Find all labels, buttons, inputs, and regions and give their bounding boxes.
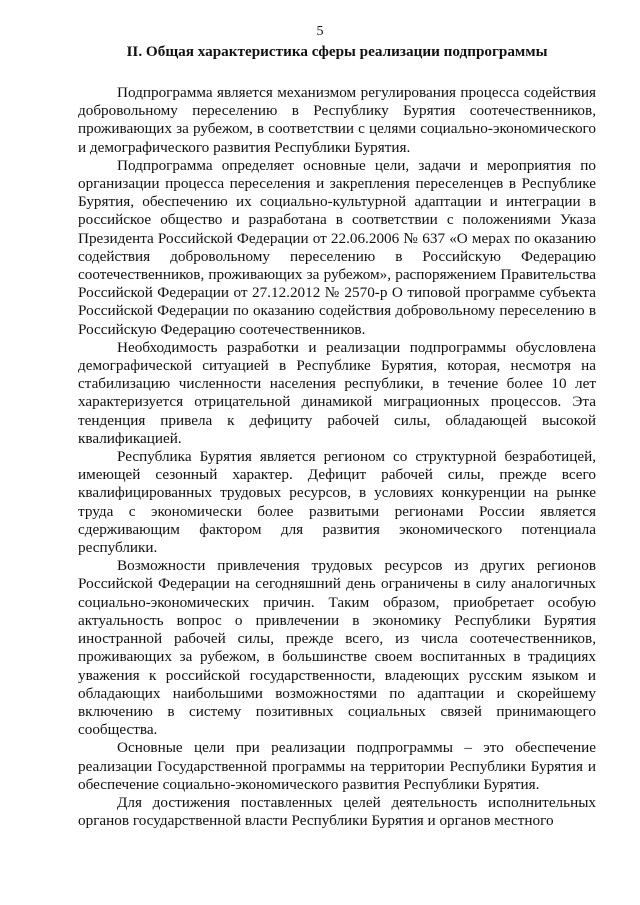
section-title: II. Общая характеристика сферы реализации подпрограммы (126, 43, 548, 60)
page-number: 5 (316, 24, 324, 39)
paragraph-main-goals: Основные цели при реализации подпрограммы – это обеспечение реализации Государственной программы на территории Республики Бурятия и обеспечение социально-экономического развития Республики Бурятия. (78, 739, 596, 793)
paragraph-labor-deficit: Республика Бурятия является регионом со структурной безработицей, имеющей сезонный характер. Дефицит рабочей силы, прежде всего квалифицированных трудовых ресурсов, в условиях конкуренции на рынке труда с экономически более развитыми регионами России является сдерживающим фактором для развития экономического потенциала республики. (78, 448, 596, 557)
paragraph-intro: Подпрограмма является механизмом регулирования процесса содействия добровольному переселению в Республику Бурятия соотечественников, проживающих за рубежом, в соответствии с целями социально-экономического и демографического развития Республики Бурятия. (78, 84, 596, 156)
body-text (78, 84, 596, 830)
paragraph-demographic-situation: Необходимость разработки и реализации подпрограммы обусловлена демографической ситуацией в Республике Бурятия, которая, несмотря на стабилизацию численности населения республики, в течение более 10 лет характеризуется отрицательной динамикой миграционных процессов. Эта тенденция привела к дефициту рабочей силы, обладающей высокой квалификацией. (78, 338, 596, 447)
paragraph-achieving-goals: Для достижения поставленных целей деятельность исполнительных органов государственной власти Республики Бурятия и органов местного (78, 793, 596, 830)
paragraph-goals-legal-basis: Подпрограмма определяет основные цели, задачи и мероприятия по организации процесса переселения и закрепления переселенцев в Республике Бурятия, обеспечению их социально-культурной адаптации и интеграции в российское общество и разработана в соответствии с положениями Указа Президента Российской Федерации от 22.06.2006 № 637 «О мерах по оказанию содействия добровольному переселению в Российскую Федерацию соотечественников, проживающих за рубежом», распоряжением Правительства Российской Федерации от 27.12.2012 № 2570-р О типовой программе субъекта Российской Федерации по оказанию содействия добровольному переселению в Российскую Федерацию соотечественников. (78, 156, 596, 338)
paragraph-labor-resources: Возможности привлечения трудовых ресурсов из других регионов Российской Федерации на сегодняшний день ограничены в силу аналогичных социально-экономических причин. Таким образом, приобретает особую актуальность вопрос о привлечении в экономику Республики Бурятия иностранной рабочей силы, прежде всего, из числа соотечественников, проживающих за рубежом, в большинстве своем воспитанных в традициях уважения к российской государственности, владеющих русским языком и обладающих наибольшими возможностями по адаптации и скорейшему включению в систему позитивных социальных связей принимающего сообщества. (78, 557, 596, 739)
